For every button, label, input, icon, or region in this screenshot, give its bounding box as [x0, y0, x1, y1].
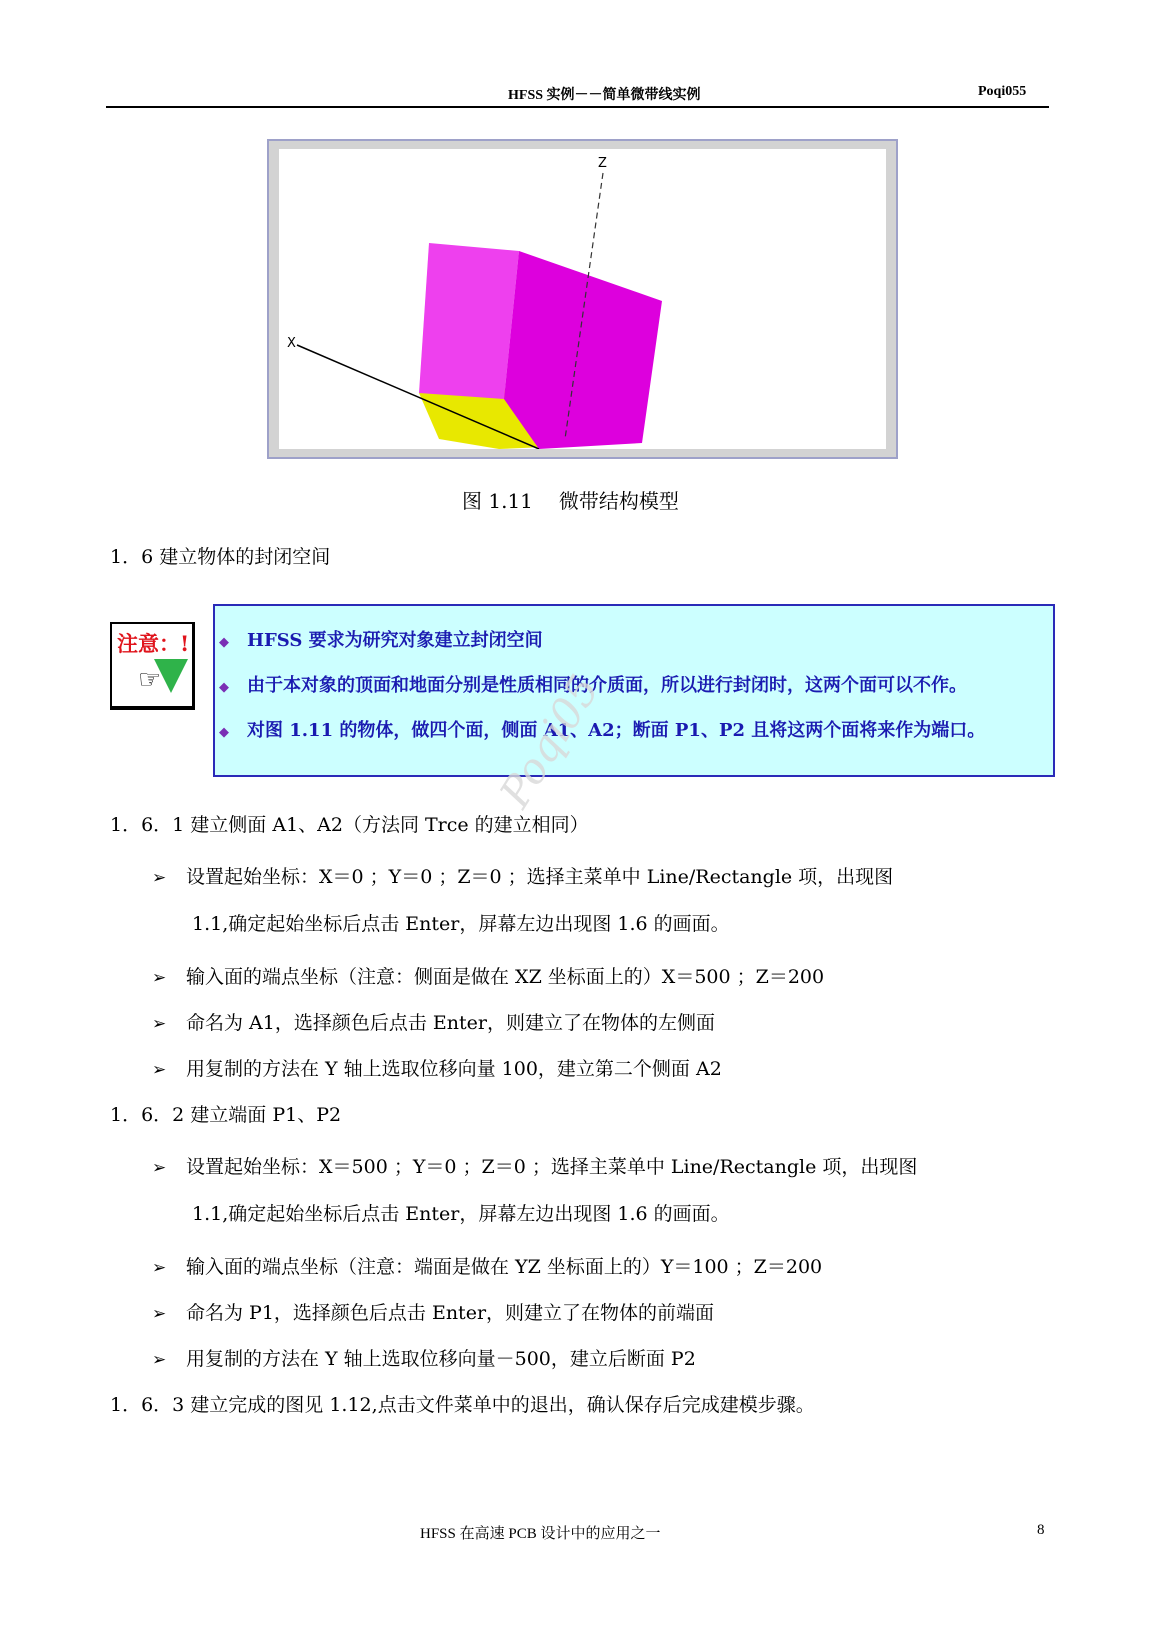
note-icon-box — [110, 622, 195, 710]
arrow-bullet-icon: ➢ — [152, 1258, 167, 1278]
list-item-continuation: 1.1,确定起始坐标后点击 Enter，屏幕左边出现图 1.6 的画面。 — [192, 1203, 730, 1225]
list-item: ➢ 用复制的方法在 Y 轴上选取位移向量－500，建立后断面 P2 — [152, 1348, 696, 1370]
bullet-icon: ◆ — [219, 725, 229, 740]
section-heading-1-6-3: 1．6．3 建立完成的图见 1.12,点击文件菜单中的退出，确认保存后完成建模步骤。 — [110, 1394, 815, 1416]
footer-text: HFSS 在高速 PCB 设计中的应用之一 — [420, 1526, 661, 1542]
bullet-icon: ◆ — [219, 635, 229, 650]
header-title: HFSS 实例－－简单微带线实例 — [508, 88, 701, 103]
section-heading-1-6: 1．6 建立物体的封闭空间 — [110, 546, 331, 568]
list-item: ➢ 输入面的端点坐标（注意：侧面是做在 XZ 坐标面上的）X＝500 ；Z＝200 — [152, 966, 825, 988]
figure-microstrip-model — [267, 139, 898, 459]
note-item: ◆ 对图 1.11 的物体，做四个面，侧面 A1、A2；断面 P1、P2 且将这两个面将来作为端口。 — [219, 720, 986, 741]
note-item: ◆ 由于本对象的顶面和地面分别是性质相同的介质面，所以进行封闭时，这两个面可以不作。 — [219, 675, 967, 696]
list-item: ➢ 输入面的端点坐标（注意：端面是做在 YZ 坐标面上的）Y＝100 ；Z＝200 — [152, 1256, 823, 1278]
arrow-bullet-icon: ➢ — [152, 1304, 167, 1324]
arrow-bullet-icon: ➢ — [152, 1060, 167, 1080]
note-item: ◆ HFSS 要求为研究对象建立封闭空间 — [219, 630, 543, 651]
header-doc-id: Poqi055 — [978, 84, 1027, 99]
caption-text: 微带结构模型 — [558, 489, 679, 513]
list-item: ➢ 设置起始坐标：X＝0 ；Y＝0 ；Z＝0 ；选择主菜单中 Line/Rectangle 项，出现图 — [152, 866, 894, 888]
figure-caption — [462, 485, 679, 514]
list-item: ➢ 命名为 A1，选择颜色后点击 Enter，则建立了在物体的左侧面 — [152, 1012, 715, 1034]
caption-number: 图 1.11 — [462, 489, 533, 513]
note-label: 注意：! — [117, 631, 190, 656]
list-item: ➢ 命名为 P1，选择颜色后点击 Enter，则建立了在物体的前端面 — [152, 1302, 715, 1324]
x-axis-label: X — [287, 336, 296, 351]
pointing-hand-icon: ☞ — [138, 665, 162, 695]
header-rule — [106, 106, 1049, 108]
box-front-face — [419, 243, 519, 399]
model-canvas — [279, 149, 886, 449]
note-box — [213, 604, 1055, 777]
arrow-bullet-icon: ➢ — [152, 968, 167, 988]
page-number: 8 — [1037, 1522, 1045, 1538]
arrow-bullet-icon: ➢ — [152, 1158, 167, 1178]
section-heading-1-6-2: 1．6．2 建立端面 P1、P2 — [110, 1104, 342, 1126]
section-heading-1-6-1: 1．6．1 建立侧面 A1、A2（方法同 Trce 的建立相同） — [110, 814, 589, 836]
bullet-icon: ◆ — [219, 680, 229, 695]
list-item: ➢ 用复制的方法在 Y 轴上选取位移向量 100，建立第二个侧面 A2 — [152, 1058, 722, 1080]
arrow-bullet-icon: ➢ — [152, 1350, 167, 1370]
list-item: ➢ 设置起始坐标：X＝500 ；Y＝0 ；Z＝0 ；选择主菜单中 Line/Rectangle 项，出现图 — [152, 1156, 918, 1178]
arrow-bullet-icon: ➢ — [152, 868, 167, 888]
list-item-continuation: 1.1,确定起始坐标后点击 Enter，屏幕左边出现图 1.6 的画面。 — [192, 913, 730, 935]
watermark: Poqi05 — [490, 666, 609, 816]
z-axis-label: Z — [598, 156, 607, 171]
arrow-bullet-icon: ➢ — [152, 1014, 167, 1034]
